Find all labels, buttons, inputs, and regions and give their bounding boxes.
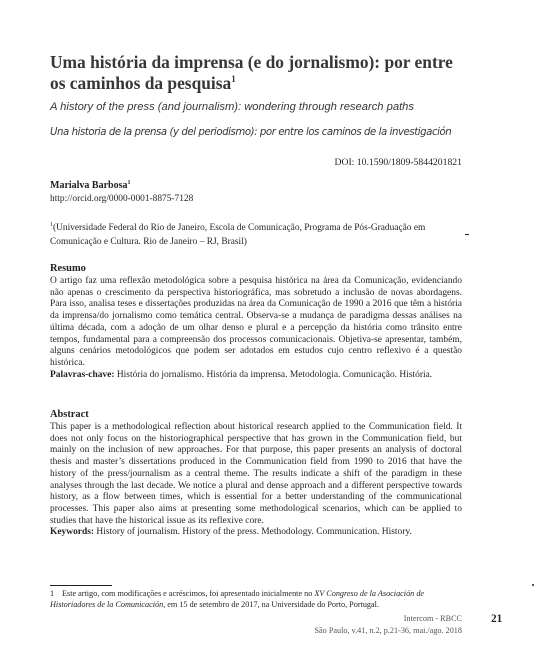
author-mark: 1 <box>127 180 131 186</box>
footnote-number: 1 <box>50 589 55 598</box>
volume-info: São Paulo, v.41, n.2, p.21-36, mai./ago. 2018 <box>314 626 462 635</box>
author-name <box>50 180 131 191</box>
footnote-divider <box>50 585 112 586</box>
resumo-heading: Resumo <box>50 263 86 274</box>
title-footnote-mark: 1 <box>231 74 236 84</box>
margin-dot <box>532 584 534 586</box>
page-number: 21 <box>491 613 503 625</box>
footnote-event: XV Congreso de la Asociación de Historiadores de la Comunicación <box>50 589 425 609</box>
resumo-keywords-label: Palavras-chave: <box>50 369 115 380</box>
doi-label: DOI: 10.1590/1809-5844201821 <box>334 157 462 168</box>
affiliation-mark: 1 <box>50 222 53 228</box>
author-affiliation <box>50 221 468 249</box>
abstract-keywords: History of journalism. History of the press. Methodology. Communication. History. <box>94 527 412 538</box>
abstract-text: This paper is a methodological reflection about historical research applied to the Communication field. It does not only focus on the historiographical perspective that has grown in the Communication field, but mainly on the inclusion of new approaches. For that purpose, this paper presents an analysis of doctoral thesis and master’s dissertations produced in the Communication field from 1990 to 2016 that have the history of the press/journalism as a central theme. The results indicate a shift of the paradigm in these analyses through the last decade. We notice a plural and dense approach and a different perspective towards history, as a flow between times, which is essential for a better understanding of the communicational processes. This paper also aims at presenting some methodological scenarios, which can be applied to studies that have the historical issue as its reflexive core. <box>50 422 462 526</box>
article-title <box>50 52 470 94</box>
abstract-paragraph <box>50 422 462 539</box>
article-title-text: Uma história da imprensa (e do jornalismo): por entre os caminhos da pesquisa <box>50 52 453 93</box>
resumo-keywords: História do jornalismo. História da imprensa. Metodologia. Comunicação. História. <box>114 369 433 380</box>
affiliation-text: (Universidade Federal do Rio de Janeiro, Escola de Comunicação, Programa de Pós-Graduação em Comunicação e Cultura. Rio de Janeiro – RJ, Brasil) <box>50 223 426 247</box>
orcid-link[interactable]: http://orcid.org/0000-0001-8875-7128 <box>50 194 194 204</box>
spanish-title: Una historia de la prensa (y del periodismo): por entre los caminos de la investigación <box>50 127 452 138</box>
abstract-keywords-label: Keywords: <box>50 527 95 538</box>
resumo-text: O artigo faz uma reflexão metodológica sobre a pesquisa histórica na área da Comunicação, evidenciando não apenas o crescimento da perspectiva historiográfica, mas sobretudo a inclusão de novas abordagens. Para isso, analisa teses e dissertações produzidas na área da Comunicação de 1990 a 2016 que têm a história da imprensa/do jornalismo como temática central. Observa-se a mudança de paradigma dessas análises na última década, com a adoção de um olhar denso e plural e a percepção da história como trânsito entre tempos, fundamental para a compreensão dos processos comunicacionais. Objetiva-se apresentar, também, alguns cenários metodológicos que podem ser adotados em estudos cujo centro reflexivo é a questão histórica. <box>50 276 462 368</box>
affiliation-underline-mark <box>465 234 469 235</box>
footnote-text-before: Este artigo, com modificações e acréscimos, foi apresentado inicialmente no <box>62 589 315 598</box>
author-name-text: Marialva Barbosa <box>50 180 128 191</box>
footnote-text-after: , em 15 de setembro de 2017, na Universidade do Porto, Portugal. <box>163 599 379 609</box>
abstract-heading: Abstract <box>50 409 89 420</box>
footnote <box>50 589 470 610</box>
resumo-paragraph <box>50 276 462 381</box>
journal-name: Intercom - RBCC <box>403 614 462 623</box>
english-title: A history of the press (and journalism): wondering through research paths <box>50 101 414 113</box>
